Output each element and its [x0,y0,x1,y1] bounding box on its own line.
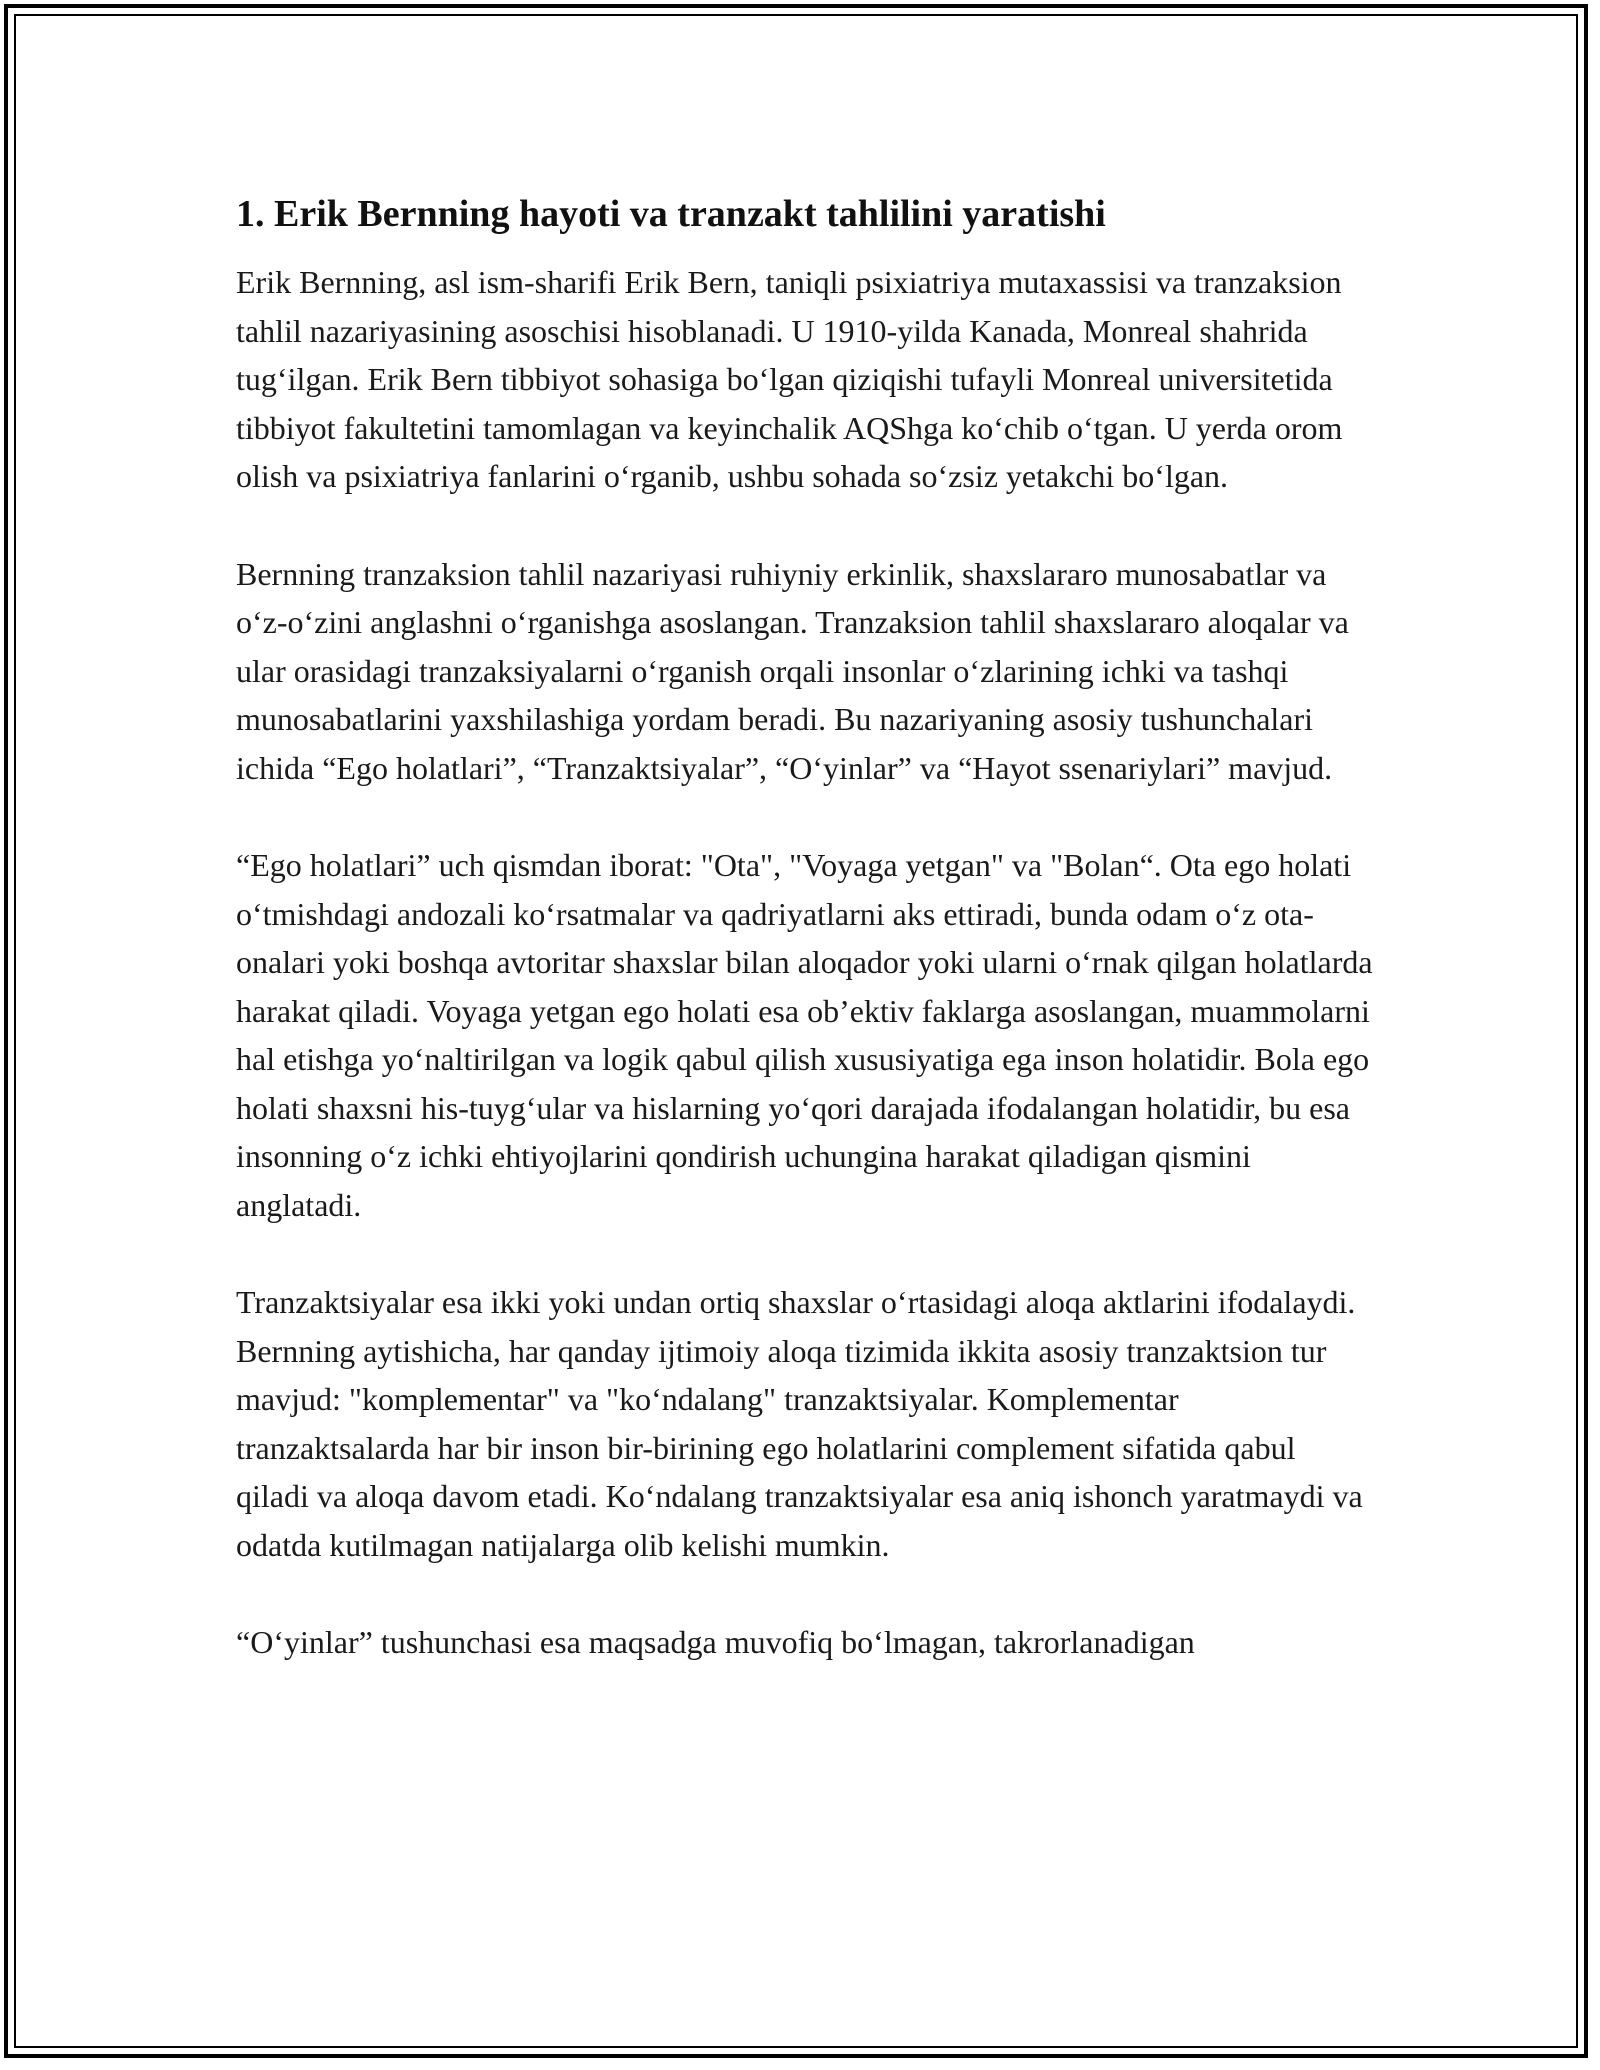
section-heading: 1. Erik Bernning hayoti va tranzakt tahlilini yaratishi [236,193,1106,235]
paragraph-4: Tranzaktsiyalar esa ikki yoki undan ortiq shaxslar o‘rtasidagi aloqa aktlarini ifodalaydi. Bernning aytishicha, har qanday ijtimoiy aloqa tizimida ikkita asosiy tranzaktsion tur mavjud: "komplementar" va "ko‘ndalang" tranzaktsiyalar. Komplementar tranzaktsalarda har bir inson bir-birining ego holatlarini complement sifatida qabul qiladi va aloqa davom etadi. Ko‘ndalang tranzaktsiyalar esa aniq ishonch yaratmaydi va odatda kutilmagan natijalarga olib kelishi mumkin. [236,1284,1363,1563]
paragraph-5: “O‘yinlar” tushunchasi esa maqsadga muvofiq bo‘lmagan, takrorlanadigan [236,1624,1195,1660]
paragraph-2: Bernning tranzaksion tahlil nazariyasi ruhiyniy erkinlik, shaxslararo munosabatlar va o‘z-o‘zini anglashni o‘rganishga asoslangan. Tranzaksion tahlil shaxslararo aloqalar va ular orasidagi tranzaksiyalarni o‘rganish orqali insonlar o‘zlarining ichki va tashqi munosabatlarini yaxshilashiga yordam beradi. Bu nazariyaning asosiy tushunchalari ichida “Ego holatlari”, “Tranzaktsiyalar”, “O‘yinlar” va “Hayot ssenariylari” mavjud. [236,555,1349,786]
paragraph-3: “Ego holatlari” uch qismdan iborat: "Ota", "Voyaga yetgan" va "Bolan“. Ota ego holati o‘tmishdagi andozali ko‘rsatmalar va qadriyatlarni aks ettiradi, bunda odam o‘z ota-onalari yoki boshqa avtoritar shaxslar bilan aloqador yoki ularni o‘rnak qilgan holatlarda harakat qiladi. Voyaga yetgan ego holati esa ob’ektiv faklarga asoslangan, muammolarni hal etishga yo‘naltirilgan va logik qabul qilish xususiyatiga ega inson holatidir. Bola ego holati shaxsni his-tuyg‘ular va hislarning yo‘qori darajada ifodalangan holatidir, bu esa insonning o‘z ichki ehtiyojlarini qondirish uchungina harakat qiladigan qismini anglatadi. [236,847,1373,1223]
document-body [236,188,1376,1716]
paragraph-1: Erik Bernning, asl ism-sharifi Erik Bern, taniqli psixiatriya mutaxassisi va tranzaksion tahlil nazariyasining asoschisi hisoblanadi. U 1910-yilda Kanada, Monreal shahrida tug‘ilgan. Erik Bern tibbiyot sohasiga bo‘lgan qiziqishi tufayli Monreal universitetida tibbiyot fakultetini tamomlagan va keyinchalik AQShga ko‘chib o‘tgan. U yerda orom olish va psixiatriya fanlarini o‘rganib, ushbu sohada so‘zsiz yetakchi bo‘lgan. [236,264,1343,494]
